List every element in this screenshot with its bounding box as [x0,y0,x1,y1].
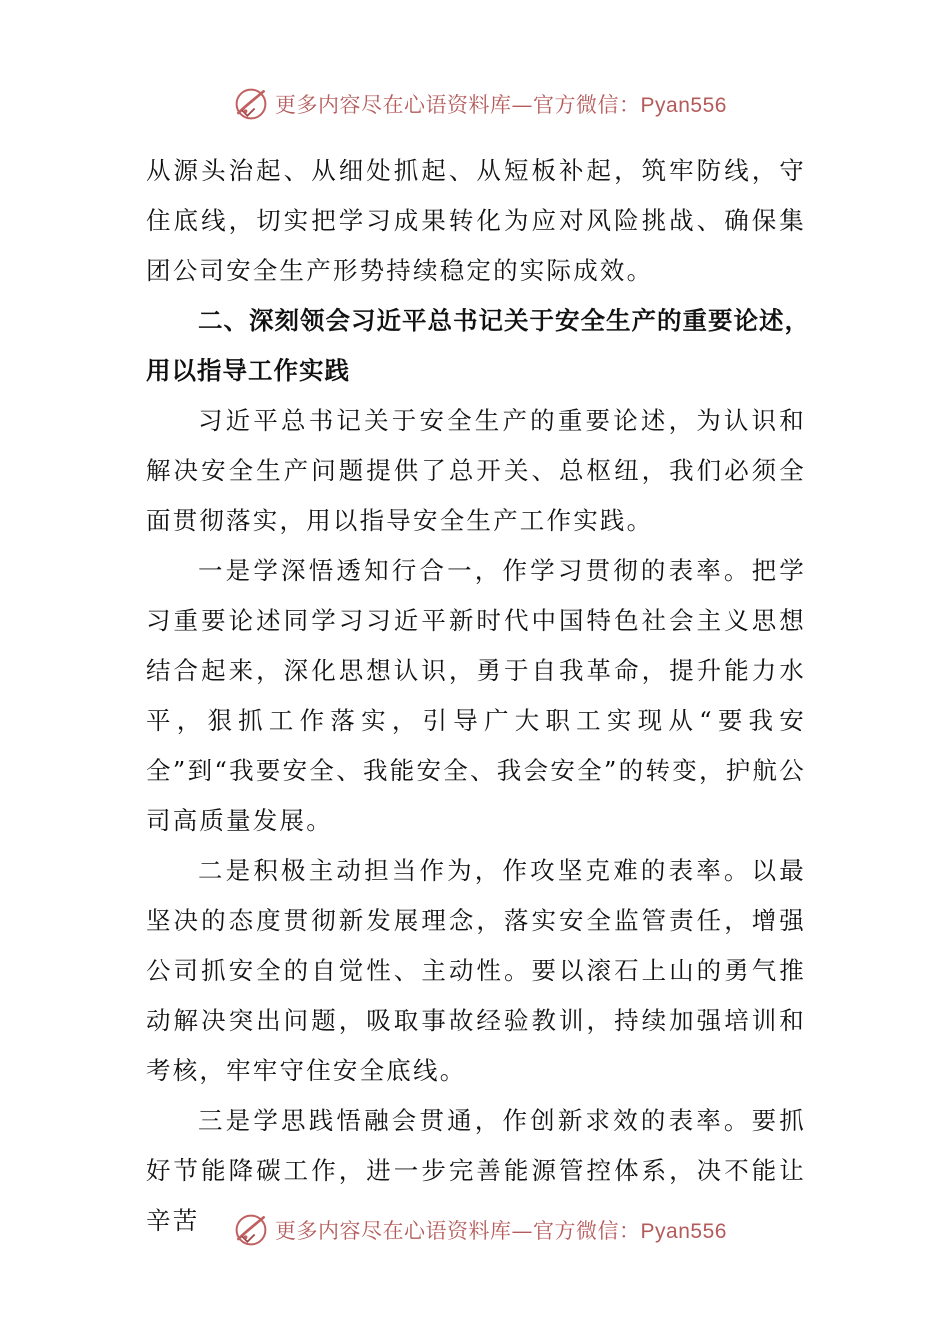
footer-banner [0,1208,950,1252]
banner-text-wechat-id: Pyan556 [640,94,727,117]
banner-text-cn: 更多内容尽在心语资料库—官方微信： [275,1219,641,1243]
paragraph: 三是学思践悟融会贯通，作创新求效的表率。要抓好节能降碳工作，进一步完善能源管控体系，决不能让辛苦 [146,1106,806,1235]
section-heading: 二、深刻领会习近平总书记关于安全生产的重要论述，用以指导工作实践 [146,306,810,385]
banner-text-cn: 更多内容尽在心语资料库—官方微信： [275,93,641,117]
paragraph: 一是学深悟透知行合一，作学习贯彻的表率。把学习重要论述同学习习近平新时代中国特色社会主义思想结合起来，深化思想认识，勇于自我革命，提升能力水平，狠抓工作落实，引导广大职工实现从“要我安全”到“我要安全、我能安全、我会安全”的转变，护航公司高质量发展。 [146,556,806,835]
pen-logo-icon [233,86,269,122]
paragraph-continued: 从源头治起、从细处抓起、从短板补起，筑牢防线，守住底线，切实把学习成果转化为应对风险挑战、确保集团公司安全生产形势持续稳定的实际成效。 [146,156,806,285]
document-body [146,146,810,1246]
paragraph: 二是积极主动担当作为，作攻坚克难的表率。以最坚决的态度贯彻新发展理念，落实安全监管责任，增强公司抓安全的自觉性、主动性。要以滚石上山的勇气推动解决突出问题，吸取事故经验教训，持续加强培训和考核，牢牢守住安全底线。 [146,856,806,1085]
paragraph: 习近平总书记关于安全生产的重要论述，为认识和解决安全生产问题提供了总开关、总枢纽，我们必须全面贯彻落实，用以指导安全生产工作实践。 [146,406,806,535]
header-banner [0,82,950,126]
banner-text [275,1215,727,1245]
pen-logo-icon [233,1212,269,1248]
banner-text-wechat-id: Pyan556 [640,1220,727,1243]
banner-text [275,89,727,119]
